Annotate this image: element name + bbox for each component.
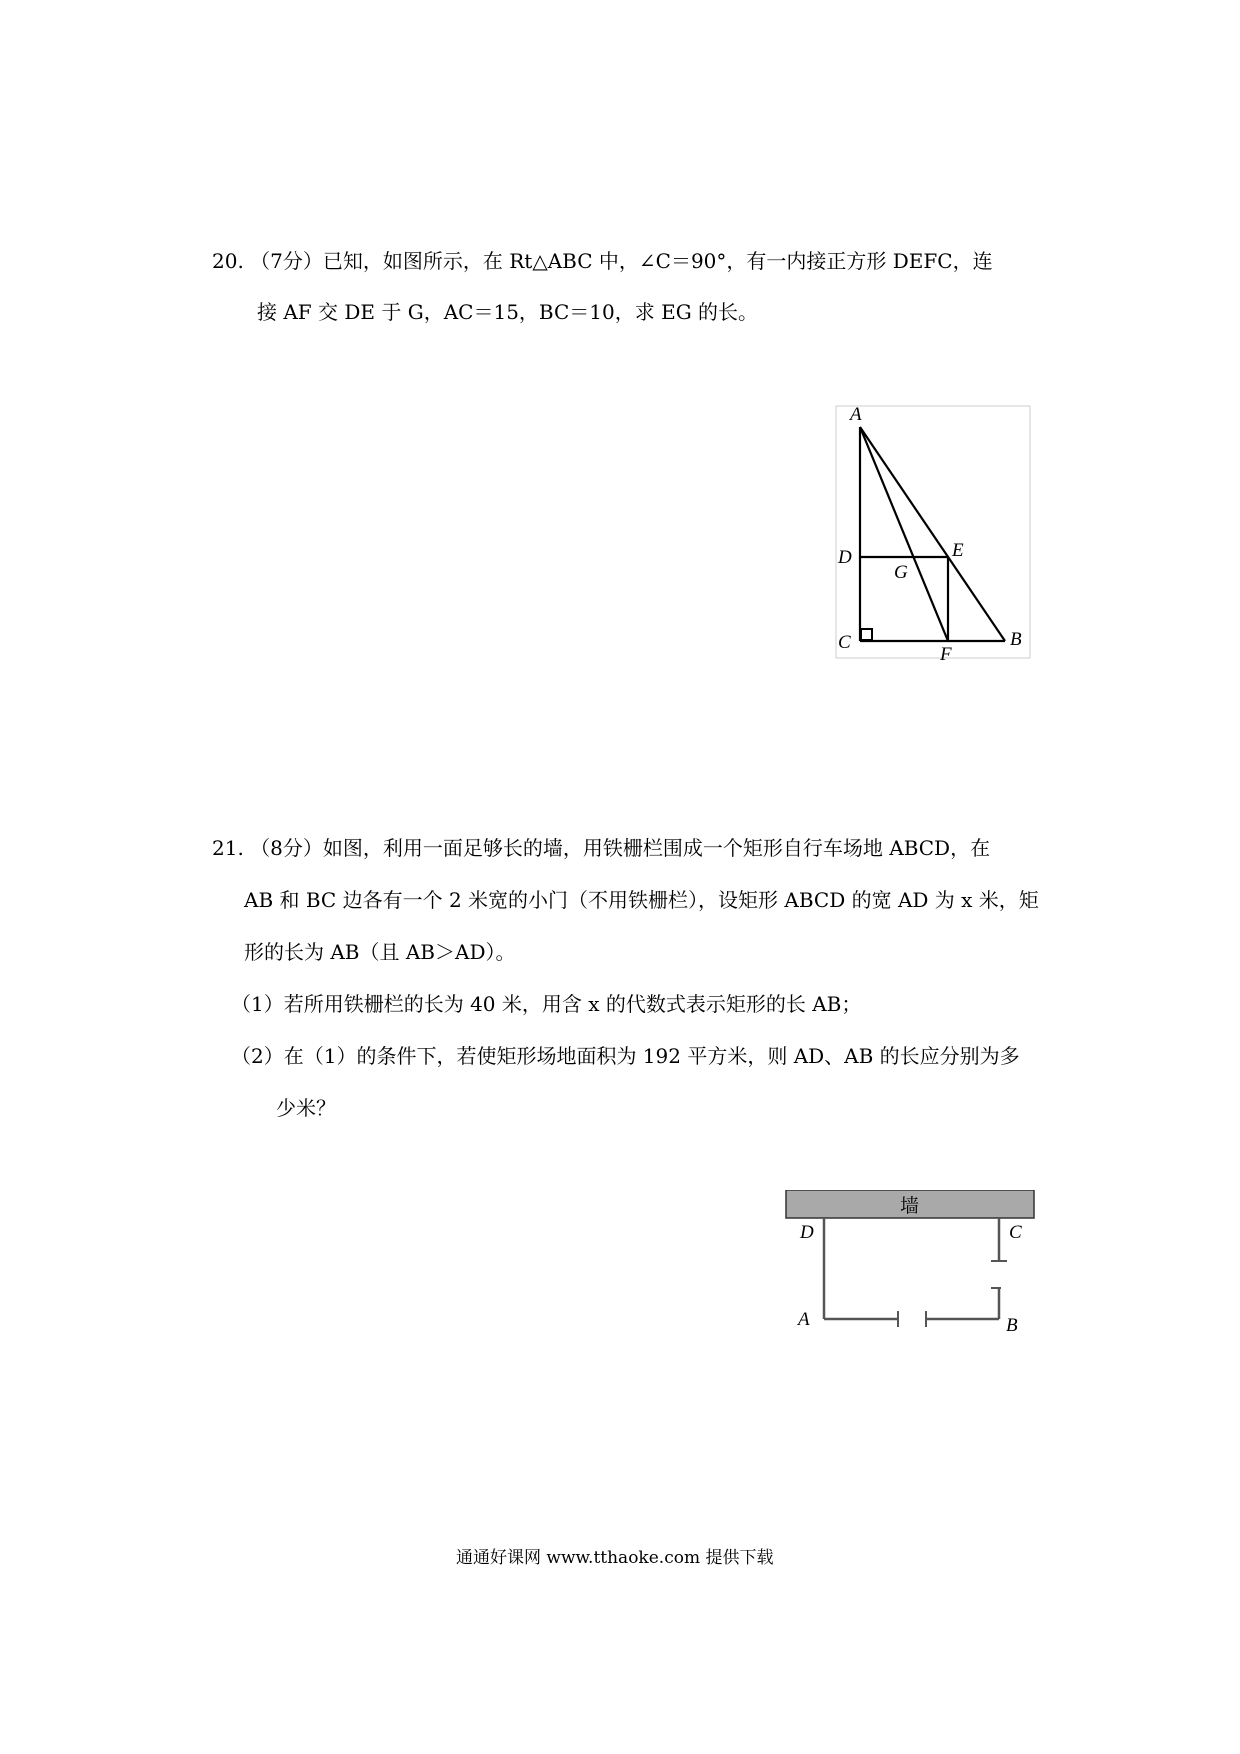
q20-triangle-figure — [830, 400, 1040, 670]
q21-fence-figure — [780, 1190, 1050, 1340]
label-d: D — [800, 1222, 814, 1243]
figure-frame — [836, 406, 1030, 658]
label-d: D — [838, 547, 852, 568]
label-b: B — [1010, 629, 1022, 650]
label-f: F — [940, 644, 952, 665]
label-a: A — [798, 1309, 810, 1330]
q20-line-2: 接 AF 交 DE 于 G，AC＝15，BC＝10，求 EG 的长。 — [257, 300, 759, 324]
label-g: G — [894, 562, 908, 583]
wall-label: 墙 — [900, 1195, 920, 1217]
q21-line-2: AB 和 BC 边各有一个 2 米宽的小门（不用铁栅栏），设矩形 ABCD 的宽 AD 为 x 米，矩 — [244, 888, 1039, 912]
segment-af — [860, 427, 948, 641]
label-b: B — [1006, 1315, 1018, 1336]
q21-line-1: 21. （8分）如图，利用一面足够长的墙，用铁栅栏围成一个矩形自行车场地 ABCD，在 — [212, 836, 991, 860]
right-angle-mark — [861, 629, 872, 640]
label-e: E — [952, 540, 964, 561]
footer-text: 通通好课网 www.tthaoke.com 提供下载 — [456, 1548, 774, 1568]
label-a: A — [850, 404, 862, 425]
q21-part-1: （1）若所用铁栅栏的长为 40 米，用含 x 的代数式表示矩形的长 AB； — [231, 992, 862, 1016]
q21-part-2-line-1: （2）在（1）的条件下，若使矩形场地面积为 192 平方米，则 AD、AB 的长应分别为多 — [231, 1044, 1020, 1068]
label-c: C — [1009, 1222, 1022, 1243]
q21-line-3: 形的长为 AB（且 AB＞AD）。 — [244, 940, 516, 964]
label-c: C — [838, 632, 851, 653]
side-ab — [860, 427, 1005, 641]
q21-part-2-line-2: 少米？ — [276, 1096, 336, 1120]
q20-line-1: 20. （7分）已知，如图所示，在 Rt△ABC 中，∠C＝90°，有一内接正方形 DEFC，连 — [212, 249, 993, 273]
